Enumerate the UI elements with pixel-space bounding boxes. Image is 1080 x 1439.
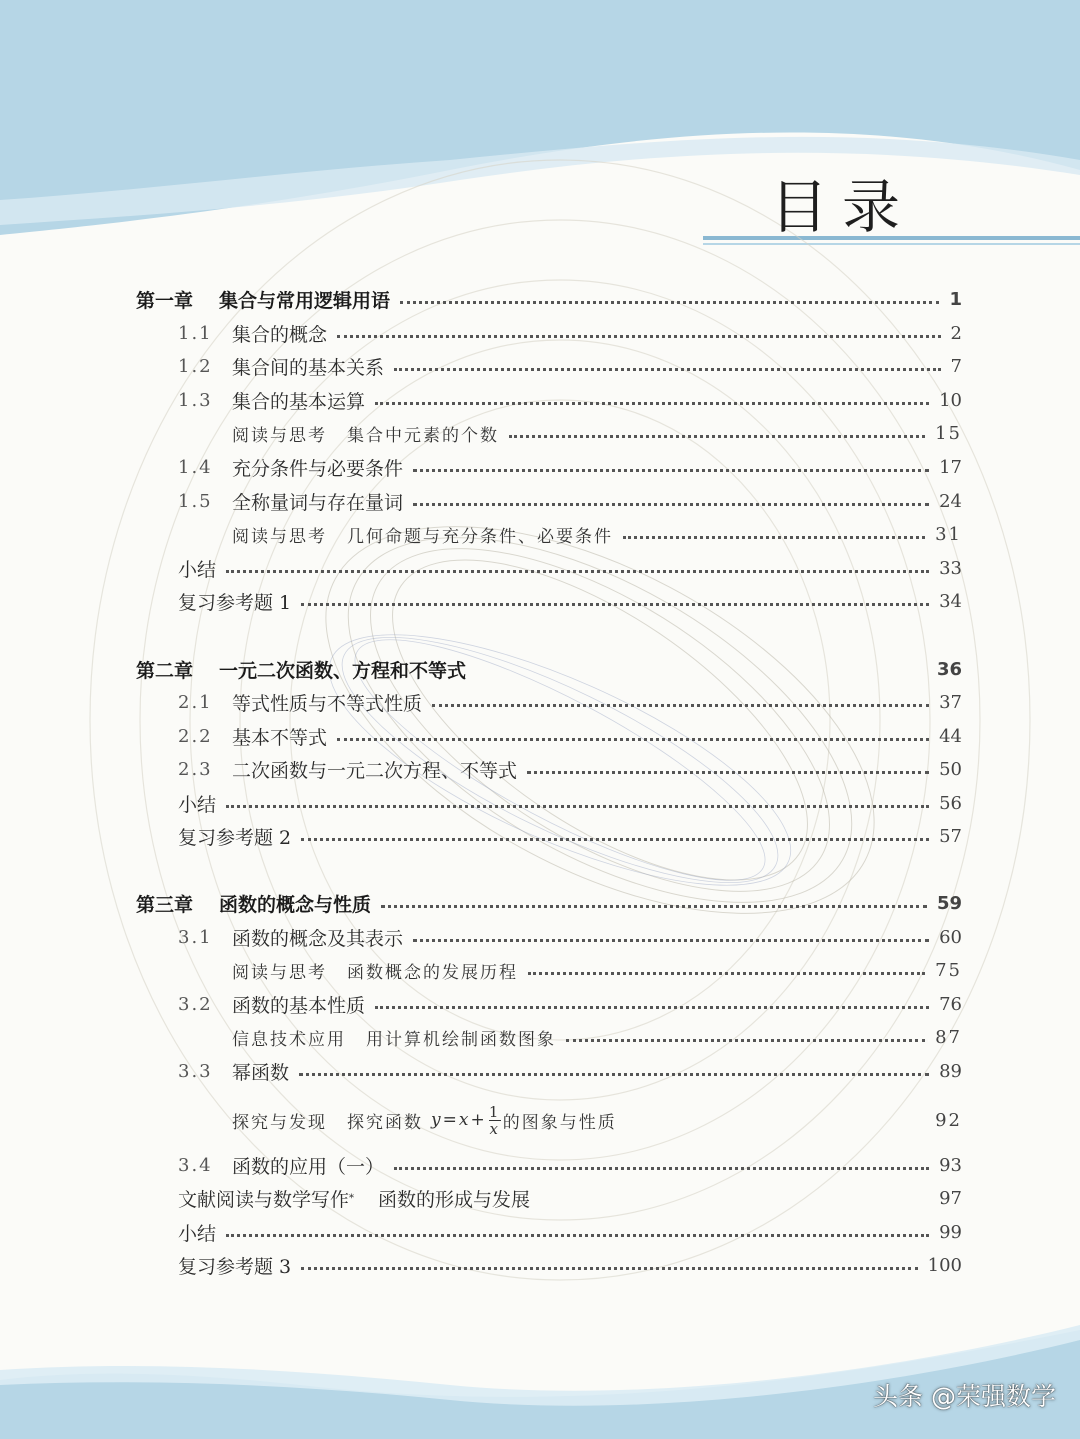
toc-entry-reading[interactable] bbox=[232, 519, 962, 549]
page-number: 60 bbox=[939, 926, 962, 948]
toc-entry[interactable] bbox=[178, 922, 962, 952]
entry-title: 几何命题与充分条件、必要条件 bbox=[347, 526, 613, 547]
toc-entry-summary[interactable] bbox=[178, 788, 962, 818]
formula: y=x+ $\frac{1}{x}$ bbox=[431, 1102, 501, 1138]
page-number: 99 bbox=[939, 1221, 962, 1243]
page-number: 93 bbox=[939, 1154, 962, 1176]
section-number: 3.1 bbox=[178, 926, 213, 948]
dot-leader bbox=[509, 435, 925, 438]
dot-leader bbox=[299, 1073, 929, 1076]
chapter-title: 集合与常用逻辑用语 bbox=[219, 289, 391, 312]
page-number: 34 bbox=[939, 590, 962, 612]
page-number: 87 bbox=[935, 1026, 962, 1048]
toc-entry[interactable] bbox=[178, 989, 962, 1019]
dot-leader bbox=[226, 805, 929, 808]
toc-entry-reading[interactable] bbox=[232, 418, 962, 448]
dot-leader bbox=[623, 536, 925, 539]
dot-leader bbox=[301, 1267, 918, 1270]
section-title: 二次函数与一元二次方程、不等式 bbox=[232, 759, 518, 782]
entry-tag: 阅读与思考 bbox=[232, 962, 327, 983]
entry-title: 文献阅读与数学写作 bbox=[178, 1188, 350, 1211]
watermark: 头条 @荣强数学 bbox=[873, 1382, 1056, 1411]
section-title: 集合间的基本关系 bbox=[232, 356, 385, 379]
dot-leader bbox=[301, 603, 929, 606]
toc-entry[interactable] bbox=[178, 351, 962, 381]
entry-title: 小结 bbox=[178, 558, 217, 581]
entry-tag: 信息技术应用 bbox=[232, 1029, 346, 1050]
entry-title: 复习参考题 1 bbox=[178, 591, 292, 614]
entry-subtitle: 函数的形成与发展 bbox=[378, 1188, 531, 1211]
section-title: 函数的基本性质 bbox=[232, 994, 366, 1017]
page-number: 24 bbox=[939, 490, 962, 512]
section-number: 3.3 bbox=[178, 1060, 213, 1082]
section-number: 1.3 bbox=[178, 389, 213, 411]
page-number: 31 bbox=[935, 523, 962, 545]
entry-title: 小结 bbox=[178, 1222, 217, 1245]
dot-leader bbox=[394, 368, 941, 371]
section-title: 函数的应用（一） bbox=[232, 1155, 385, 1178]
entry-title-prefix: 探究函数 bbox=[347, 1112, 423, 1133]
dot-leader bbox=[413, 469, 929, 472]
page-title: 目录 bbox=[770, 173, 915, 241]
page-number: 50 bbox=[939, 758, 962, 780]
entry-title: 用计算机绘制函数图象 bbox=[366, 1029, 556, 1050]
chapter-label: 第一章 bbox=[136, 289, 194, 312]
entry-tag: 阅读与思考 bbox=[232, 425, 327, 446]
chapter-label: 第三章 bbox=[136, 893, 194, 916]
section-number: 2.2 bbox=[178, 725, 213, 747]
toc-entry[interactable] bbox=[178, 318, 962, 348]
section-number: 3.4 bbox=[178, 1154, 213, 1176]
entry-title: 复习参考题 3 bbox=[178, 1255, 292, 1278]
entry-tag: 阅读与思考 bbox=[232, 526, 327, 547]
entry-title: 集合中元素的个数 bbox=[347, 425, 499, 446]
page-number: 92 bbox=[935, 1109, 962, 1131]
dot-leader bbox=[337, 335, 941, 338]
chapter-title: 函数的概念与性质 bbox=[219, 893, 372, 916]
page-number: 75 bbox=[935, 959, 962, 981]
dot-leader bbox=[566, 1039, 925, 1042]
toc-entry-reading[interactable] bbox=[232, 955, 962, 985]
dot-leader bbox=[432, 704, 929, 707]
page-number: 56 bbox=[939, 792, 962, 814]
toc-chapter-2[interactable] bbox=[136, 654, 962, 684]
toc-entry-review[interactable] bbox=[178, 1250, 962, 1280]
dot-leader bbox=[381, 905, 927, 908]
page-number: 44 bbox=[939, 725, 962, 747]
page-number: 36 bbox=[936, 658, 962, 680]
asterisk-mark: * bbox=[349, 1192, 355, 1204]
dot-leader bbox=[226, 570, 929, 573]
section-number: 1.4 bbox=[178, 456, 213, 478]
entry-title: 复习参考题 2 bbox=[178, 826, 292, 849]
page-number: 37 bbox=[939, 691, 962, 713]
chapter-label: 第二章 bbox=[136, 659, 194, 682]
section-title: 充分条件与必要条件 bbox=[232, 457, 404, 480]
page-number: 33 bbox=[939, 557, 962, 579]
toc-entry-summary[interactable] bbox=[178, 553, 962, 583]
section-number: 2.3 bbox=[178, 758, 213, 780]
dot-leader bbox=[301, 838, 929, 841]
toc-entry-review[interactable] bbox=[178, 821, 962, 851]
section-title: 函数的概念及其表示 bbox=[232, 927, 404, 950]
section-title: 集合的概念 bbox=[232, 323, 328, 346]
toc-entry[interactable] bbox=[178, 385, 962, 415]
dot-leader bbox=[394, 1167, 929, 1170]
entry-title-suffix: 的图象与性质 bbox=[502, 1112, 617, 1133]
toc-entry[interactable] bbox=[178, 721, 962, 751]
entry-title: 函数概念的发展历程 bbox=[347, 962, 518, 983]
dot-leader bbox=[337, 738, 929, 741]
dot-leader bbox=[226, 1234, 929, 1237]
toc-entry-review[interactable] bbox=[178, 586, 962, 616]
dot-leader bbox=[375, 1006, 929, 1009]
toc-entry[interactable] bbox=[178, 452, 962, 482]
fraction: $\frac{1}{x}$ bbox=[488, 1102, 501, 1138]
page-number: 89 bbox=[939, 1060, 962, 1082]
toc-entry-summary[interactable] bbox=[178, 1217, 962, 1247]
section-number: 3.2 bbox=[178, 993, 213, 1015]
toc-entry[interactable] bbox=[178, 1056, 962, 1086]
toc-entry-literature[interactable] bbox=[178, 1183, 962, 1213]
page-number: 2 bbox=[950, 322, 962, 344]
section-number: 1.2 bbox=[178, 355, 213, 377]
toc-entry-it-application[interactable] bbox=[232, 1022, 962, 1052]
section-title: 基本不等式 bbox=[232, 726, 328, 749]
dot-leader bbox=[413, 939, 929, 942]
toc-entry[interactable] bbox=[178, 1150, 962, 1180]
toc-chapter-1[interactable] bbox=[136, 284, 962, 314]
dot-leader bbox=[413, 503, 929, 506]
section-number: 2.1 bbox=[178, 691, 213, 713]
page-number: 57 bbox=[939, 825, 962, 847]
section-title: 全称量词与存在量词 bbox=[232, 491, 404, 514]
entry-title: 小结 bbox=[178, 793, 217, 816]
toc-entry[interactable] bbox=[178, 754, 962, 784]
page-number: 97 bbox=[939, 1187, 962, 1209]
page-number: 1 bbox=[949, 288, 962, 310]
page-number: 59 bbox=[936, 892, 962, 914]
dot-leader bbox=[400, 301, 939, 304]
dot-leader bbox=[528, 972, 925, 975]
section-number: 1.1 bbox=[178, 322, 213, 344]
section-title: 集合的基本运算 bbox=[232, 390, 366, 413]
toc-entry[interactable] bbox=[178, 687, 962, 717]
page-number: 10 bbox=[939, 389, 962, 411]
dot-leader bbox=[375, 402, 929, 405]
page-number: 7 bbox=[950, 355, 962, 377]
section-title: 幂函数 bbox=[232, 1061, 290, 1084]
entry-tag: 探究与发现 bbox=[232, 1112, 327, 1133]
section-title: 等式性质与不等式性质 bbox=[232, 692, 423, 715]
chapter-title: 一元二次函数、方程和不等式 bbox=[219, 659, 467, 682]
toc-entry[interactable] bbox=[178, 486, 962, 516]
page-number: 100 bbox=[927, 1254, 962, 1276]
page-number: 15 bbox=[935, 422, 962, 444]
toc-entry-explore[interactable] bbox=[232, 1100, 962, 1140]
section-number: 1.5 bbox=[178, 490, 213, 512]
page-number: 17 bbox=[939, 456, 962, 478]
page-number: 76 bbox=[939, 993, 962, 1015]
toc-chapter-3[interactable] bbox=[136, 888, 962, 918]
dot-leader bbox=[527, 771, 929, 774]
